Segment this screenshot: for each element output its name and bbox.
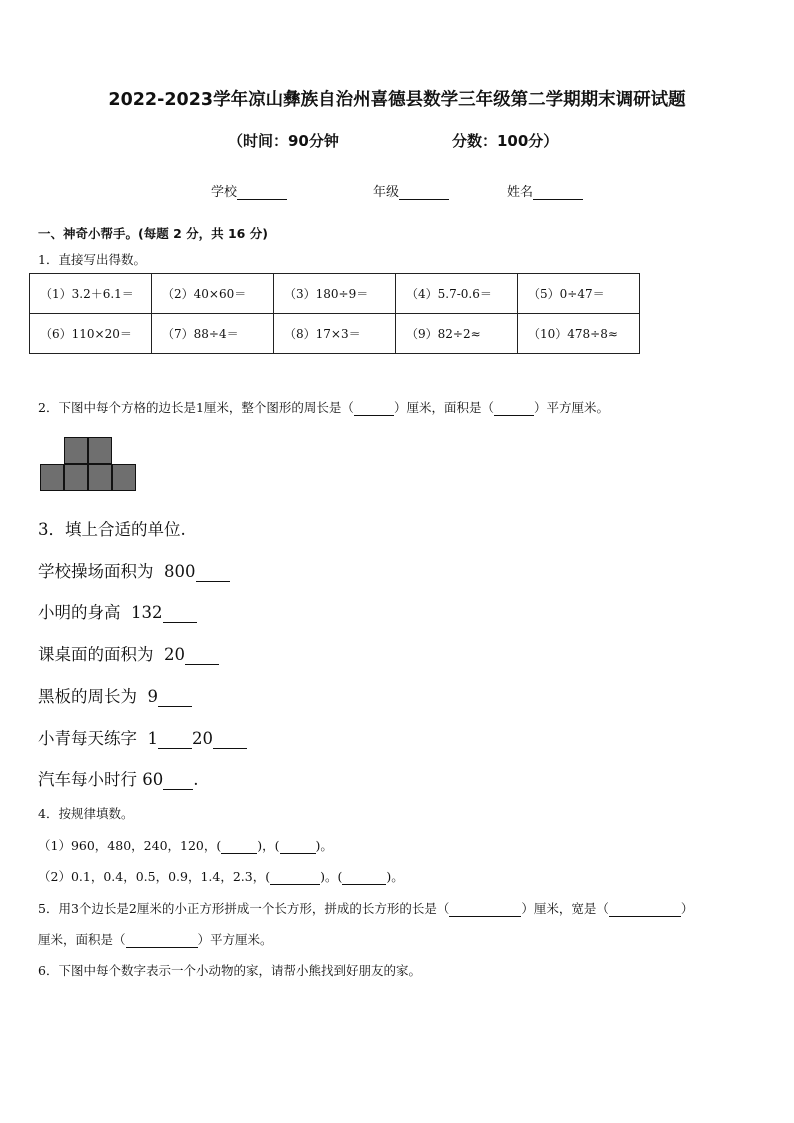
grid-square xyxy=(88,437,112,464)
table-cell: （4）5.7-0.6＝ xyxy=(396,274,518,314)
unit-label: 汽车每小时行 xyxy=(38,770,137,789)
unit-value: 132 xyxy=(131,603,163,622)
table-cell: （7）88÷4＝ xyxy=(152,314,274,354)
question-2 xyxy=(38,398,609,416)
unit-item xyxy=(38,725,247,749)
grid-square xyxy=(64,464,88,491)
school-blank[interactable] xyxy=(237,186,287,200)
question-5-line-2 xyxy=(38,930,273,948)
q5-text: ） xyxy=(680,901,694,916)
name-field[interactable] xyxy=(507,181,583,200)
name-label: 姓名 xyxy=(507,185,534,200)
q5-text: 5．用 xyxy=(38,901,71,916)
school-field[interactable] xyxy=(211,181,287,200)
unit-blank[interactable] xyxy=(158,690,192,707)
table-cell: （9）82÷2≈ xyxy=(396,314,518,354)
grid-square xyxy=(40,464,64,491)
question-4-prompt: 4．按规律填数。 xyxy=(38,806,134,821)
perimeter-blank[interactable] xyxy=(354,402,394,416)
unit-label: 学校操场面积为 xyxy=(38,562,154,581)
calculation-table xyxy=(29,273,640,354)
table-cell: （1）3.2＋6.1＝ xyxy=(30,274,152,314)
width-blank[interactable] xyxy=(609,903,681,917)
school-label: 学校 xyxy=(211,185,238,200)
unit-item xyxy=(38,641,219,665)
table-cell: （10）478÷8≈ xyxy=(518,314,640,354)
question-5-line-1 xyxy=(38,899,693,917)
q5-text: ）平方厘米。 xyxy=(197,932,273,947)
unit-item xyxy=(38,599,197,623)
unit-label: 黑板的周长为 xyxy=(38,687,137,706)
length-blank[interactable] xyxy=(449,903,521,917)
unit-label: 课桌面的面积为 xyxy=(38,645,154,664)
table-cell: （6）110×20＝ xyxy=(30,314,152,354)
unit-blank[interactable] xyxy=(213,732,247,749)
table-cell: （3）180÷9＝ xyxy=(274,274,396,314)
table-cell: （5）0÷47＝ xyxy=(518,274,640,314)
sequence-text: （2）0.1，0.4，0.5，0.9，1.4，2.3，( xyxy=(38,869,271,884)
sequence-end: )。 xyxy=(315,838,333,853)
table-cell: （8）17×3＝ xyxy=(274,314,396,354)
sequence-blank[interactable] xyxy=(221,840,257,854)
exam-score: 分数：100分） xyxy=(452,132,559,150)
grid-square xyxy=(88,464,112,491)
question-3-prompt: 3．填上合适的单位. xyxy=(38,520,186,539)
name-blank[interactable] xyxy=(533,186,583,200)
sequence-text: （1）960，480，240，120，( xyxy=(38,838,222,853)
grid-square xyxy=(112,464,136,491)
sequence-2 xyxy=(38,867,404,885)
rect-area-blank[interactable] xyxy=(126,934,198,948)
unit-end: . xyxy=(193,770,199,789)
unit-value: 1 xyxy=(147,729,158,748)
sequence-separator: )。( xyxy=(320,869,343,884)
unit-blank[interactable] xyxy=(196,565,230,582)
section-heading: 一、神奇小帮手。(每题 2 分，共 16 分) xyxy=(38,226,268,241)
unit-item xyxy=(38,766,199,790)
q5-text: 厘米的小正方形拼成一个长方形，拼成的长方形的长是（ xyxy=(136,901,450,916)
unit-item xyxy=(38,683,192,707)
grid-square xyxy=(64,437,88,464)
q5-text: 个边长是 xyxy=(78,901,129,916)
q5-text: 厘米，面积是（ xyxy=(38,932,126,947)
unit-label: 小青每天练字 xyxy=(38,729,137,748)
unit-value: 800 xyxy=(164,562,196,581)
table-row xyxy=(30,314,640,354)
q2-text-d: ）平方厘米。 xyxy=(533,400,609,415)
area-blank[interactable] xyxy=(494,402,534,416)
q2-number: 1 xyxy=(195,400,204,415)
q2-text-c: ）厘米，面积是（ xyxy=(393,400,494,415)
unit-blank[interactable] xyxy=(185,648,219,665)
q5-text: ）厘米，宽是（ xyxy=(521,901,609,916)
grade-field[interactable] xyxy=(373,181,449,200)
question-1-prompt: 1．直接写出得数。 xyxy=(38,252,146,267)
unit-label: 小明的身高 xyxy=(38,603,121,622)
exam-time: （时间：90分钟 xyxy=(228,132,339,150)
unit-value: 60 xyxy=(142,770,164,789)
unit-value: 20 xyxy=(192,729,213,748)
square-grid-figure xyxy=(40,437,138,493)
unit-blank[interactable] xyxy=(163,606,197,623)
sequence-blank[interactable] xyxy=(280,840,316,854)
q5-number: 3 xyxy=(70,901,79,916)
table-row xyxy=(30,274,640,314)
grade-blank[interactable] xyxy=(399,186,449,200)
q5-number: 2 xyxy=(128,901,137,916)
sequence-end: )。 xyxy=(386,869,404,884)
unit-blank[interactable] xyxy=(158,732,192,749)
sequence-1 xyxy=(38,836,333,854)
table-cell: （2）40×60＝ xyxy=(152,274,274,314)
sequence-blank[interactable] xyxy=(342,871,386,885)
unit-value: 20 xyxy=(164,645,185,664)
sequence-blank[interactable] xyxy=(270,871,320,885)
page-title: 2022-2023学年凉山彝族自治州喜德县数学三年级第二学期期末调研试题 xyxy=(108,90,686,110)
unit-blank[interactable] xyxy=(163,773,193,790)
unit-value: 9 xyxy=(147,687,158,706)
sequence-separator: )，( xyxy=(257,838,280,853)
grade-label: 年级 xyxy=(373,185,400,200)
unit-item xyxy=(38,558,230,582)
q2-text-a: 2．下图中每个方格的边长是 xyxy=(38,400,196,415)
q2-text-b: 厘米，整个图形的周长是（ xyxy=(203,400,354,415)
question-6-prompt: 6．下图中每个数字表示一个小动物的家，请帮小熊找到好朋友的家。 xyxy=(38,963,421,978)
